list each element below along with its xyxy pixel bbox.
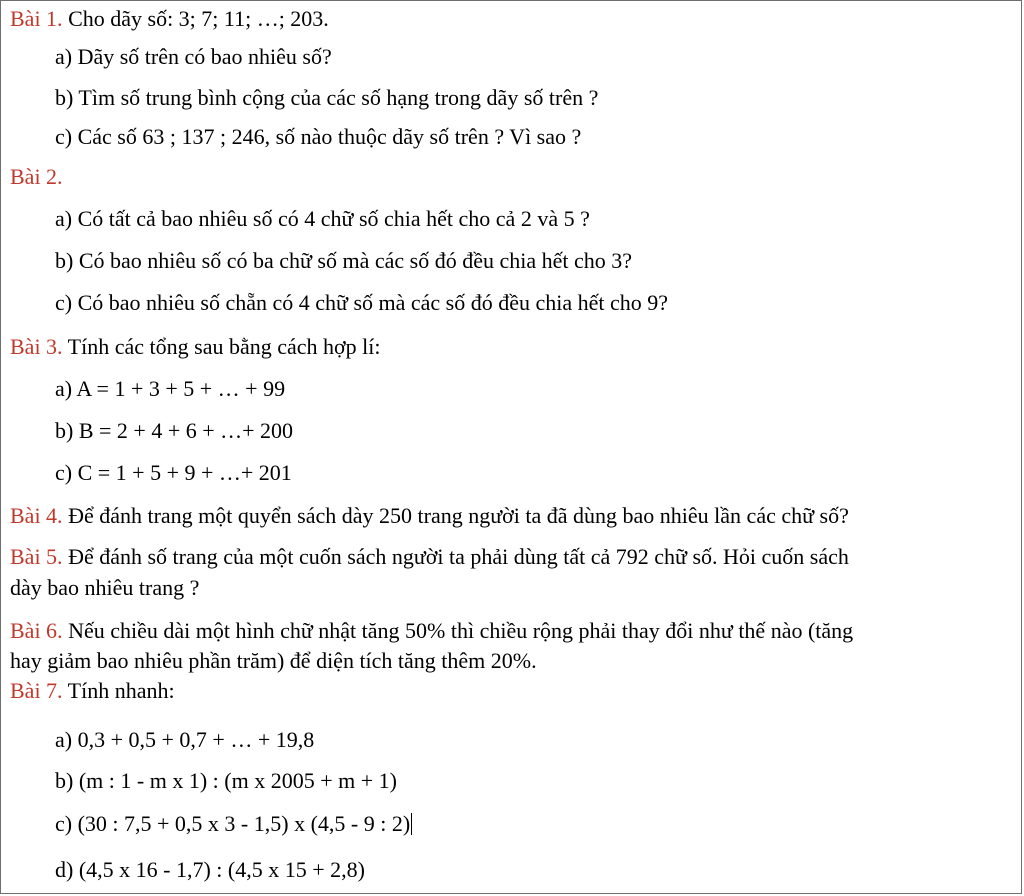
bai1-c: c) Các số 63 ; 137 ; 246, số nào thuộc dãy số trên ? Vì sao ? (55, 124, 582, 149)
bai7-d: d) (4,5 x 16 - 1,7) : (4,5 x 15 + 2,8) (55, 857, 365, 882)
bai3-c: c) C = 1 + 5 + 9 + …+ 201 (55, 460, 292, 485)
bai7-c: c) (30 : 7,5 + 0,5 x 3 - 1,5) x (4,5 - 9 : 2) (55, 811, 411, 836)
bai7-c-wrap (55, 811, 412, 837)
bai5-text1: Để đánh số trang của một cuốn sách người ta phải dùng tất cả 792 chữ số. Hỏi cuốn sách (68, 544, 849, 569)
bai7-heading (10, 678, 175, 704)
bai4-text: Để đánh trang một quyển sách dày 250 trang người ta đã dùng bao nhiêu lần các chữ số? (68, 503, 849, 528)
bai5-line1 (10, 544, 849, 570)
bai3-heading (10, 334, 380, 360)
bai6-label: Bài 6. (10, 618, 63, 643)
bai4-paragraph (10, 503, 849, 529)
bai3-text: Tính các tổng sau bằng cách hợp lí: (67, 334, 381, 359)
text-cursor (411, 813, 412, 835)
bai7-a: a) 0,3 + 0,5 + 0,7 + … + 19,8 (55, 727, 315, 752)
bai2-a: a) Có tất cả bao nhiêu số có 4 chữ số chia hết cho cả 2 và 5 ? (55, 206, 590, 231)
bai5-label: Bài 5. (10, 544, 63, 569)
bai7-b: b) (m : 1 - m x 1) : (m x 2005 + m + 1) (55, 768, 397, 793)
bai2-c: c) Có bao nhiêu số chẵn có 4 chữ số mà các số đó đều chia hết cho 9? (55, 290, 669, 315)
bai6-line1 (10, 618, 853, 644)
bai5-text2: dày bao nhiêu trang ? (10, 575, 200, 600)
bai1-a: a) Dãy số trên có bao nhiêu số? (55, 44, 332, 69)
bai3-a: a) A = 1 + 3 + 5 + … + 99 (55, 376, 286, 401)
bai1-heading (10, 6, 329, 32)
bai2-heading (10, 164, 63, 190)
bai3-label: Bài 3. (10, 334, 63, 359)
bai1-label: Bài 1. (10, 6, 63, 31)
bai6-text1: Nếu chiều dài một hình chữ nhật tăng 50% thì chiều rộng phải thay đổi như thế nào (tăng (68, 618, 854, 643)
bai2-b: b) Có bao nhiêu số có ba chữ số mà các số đó đều chia hết cho 3? (55, 248, 633, 273)
bai7-label: Bài 7. (10, 678, 63, 703)
bai1-b: b) Tìm số trung bình cộng của các số hạng trong dãy số trên ? (55, 85, 599, 110)
bai2-label: Bài 2. (10, 164, 63, 189)
bai6-text2: hay giảm bao nhiêu phần trăm) để diện tích tăng thêm 20%. (10, 648, 537, 673)
bai4-label: Bài 4. (10, 503, 63, 528)
bai7-text: Tính nhanh: (67, 678, 175, 703)
bai1-text: Cho dãy số: 3; 7; 11; …; 203. (68, 6, 329, 31)
bai3-b: b) B = 2 + 4 + 6 + …+ 200 (55, 418, 294, 443)
